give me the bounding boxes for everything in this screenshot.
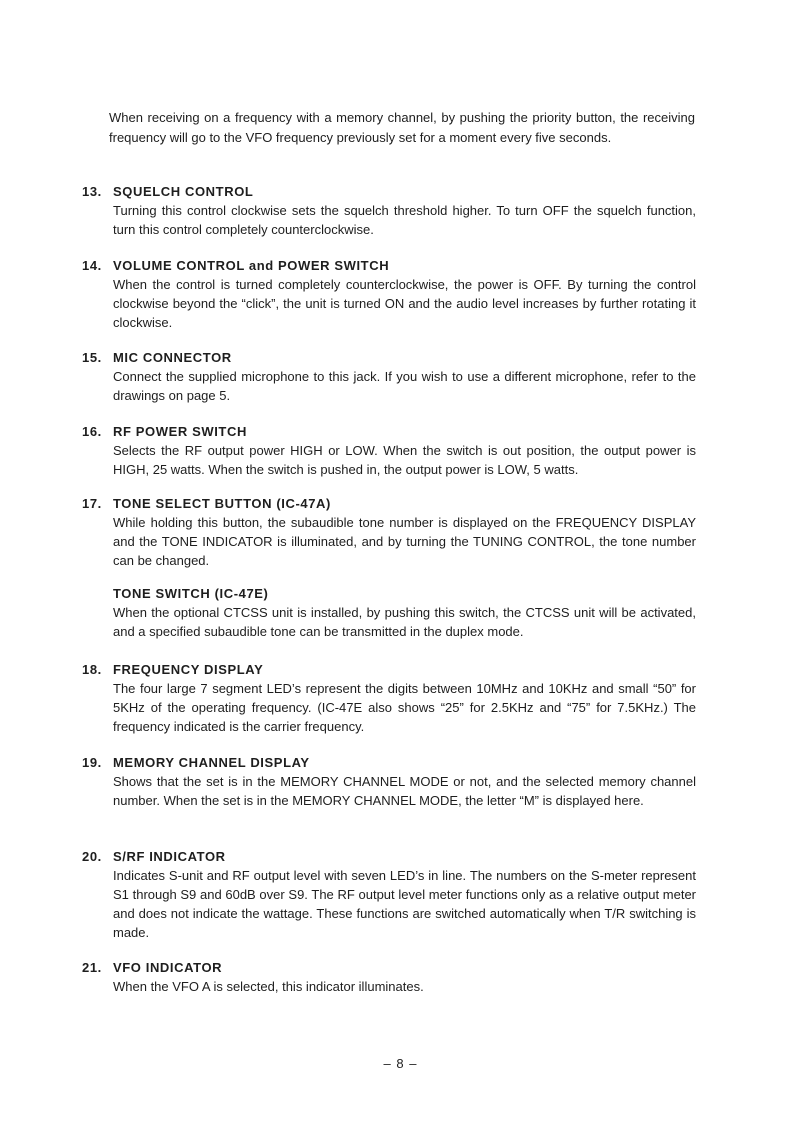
subsection-text: When the optional CTCSS unit is installed, by pushing this switch, the CTCSS unit will be activated, and a specified subaudible tone can be transmitted in the duplex mode. [113, 605, 696, 639]
section-title: S/RF INDICATOR [113, 849, 226, 864]
section-number: 14. [82, 258, 102, 273]
section-text: The four large 7 segment LED’s represent the digits between 10MHz and 10KHz and small “50” for 5KHz of the operating frequency. (IC-47E also shows “25” for 2.5KHz and “75” for 7.5KHz.) The frequency indicated is the carrier frequency. [113, 681, 696, 734]
section-text: When the control is turned completely counterclockwise, the power is OFF. By turning the control clockwise beyond the “click”, the unit is turned ON and the audio level increases by further rotating it clockwise. [113, 277, 696, 330]
section-14 [82, 256, 696, 332]
section-heading [82, 422, 696, 441]
section-text: While holding this button, the subaudible tone number is displayed on the FREQUENCY DISPLAY and the TONE INDICATOR is illuminated, and by turning the TUNING CONTROL, the tone number can be changed. [113, 515, 696, 568]
section-number: 13. [82, 184, 102, 199]
section-text: When the VFO A is selected, this indicator illuminates. [113, 979, 424, 994]
section-13 [82, 182, 696, 239]
section-18 [82, 660, 696, 736]
section-number: 19. [82, 755, 102, 770]
subsection-tone-switch [113, 584, 696, 641]
section-16 [82, 422, 696, 479]
section-heading [82, 660, 696, 679]
section-text: Turning this control clockwise sets the squelch threshold higher. To turn OFF the squelch function, turn this control completely counterclockwise. [113, 203, 696, 237]
section-20 [82, 847, 696, 942]
section-heading [82, 348, 696, 367]
section-number: 17. [82, 496, 102, 511]
section-15 [82, 348, 696, 405]
section-number: 21. [82, 960, 102, 975]
section-heading [82, 847, 696, 866]
section-heading [82, 958, 696, 977]
section-heading [82, 182, 696, 201]
section-title: MIC CONNECTOR [113, 350, 232, 365]
section-heading [82, 256, 696, 275]
section-17 [82, 494, 696, 641]
section-text: Indicates S-unit and RF output level with seven LED’s in line. The numbers on the S-meter represent S1 through S9 and 60dB over S9. The RF output level meter functions only as a relative output meter and does not indicate the wattage. These functions are switched automatically when T/R switching is made. [113, 868, 696, 940]
section-title: RF POWER SWITCH [113, 424, 247, 439]
section-number: 16. [82, 424, 102, 439]
section-text: Connect the supplied microphone to this jack. If you wish to use a different microphone, refer to the drawings on page 5. [113, 369, 696, 403]
section-19 [82, 753, 696, 810]
section-21 [82, 958, 696, 996]
section-number: 15. [82, 350, 102, 365]
section-title: TONE SELECT BUTTON (IC-47A) [113, 496, 331, 511]
section-title: MEMORY CHANNEL DISPLAY [113, 755, 310, 770]
intro-paragraph: When receiving on a frequency with a memory channel, by pushing the priority button, the receiving frequency will go to the VFO frequency previously set for a moment every five seconds. [109, 110, 695, 145]
section-heading [82, 753, 696, 772]
section-title: VFO INDICATOR [113, 960, 223, 975]
section-title: FREQUENCY DISPLAY [113, 662, 264, 677]
section-heading [82, 494, 696, 513]
section-title: SQUELCH CONTROL [113, 184, 254, 199]
section-number: 20. [82, 849, 102, 864]
section-title: VOLUME CONTROL and POWER SWITCH [113, 258, 390, 273]
subsection-title: TONE SWITCH (IC-47E) [113, 586, 269, 601]
page-number: – 8 – [383, 1056, 418, 1071]
section-text: Shows that the set is in the MEMORY CHANNEL MODE or not, and the selected memory channel number. When the set is in the MEMORY CHANNEL MODE, the letter “M” is displayed here. [113, 774, 696, 808]
section-number: 18. [82, 662, 102, 677]
section-text: Selects the RF output power HIGH or LOW. When the switch is out position, the output power is HIGH, 25 watts. When the switch is pushed in, the output power is LOW, 5 watts. [113, 443, 696, 477]
